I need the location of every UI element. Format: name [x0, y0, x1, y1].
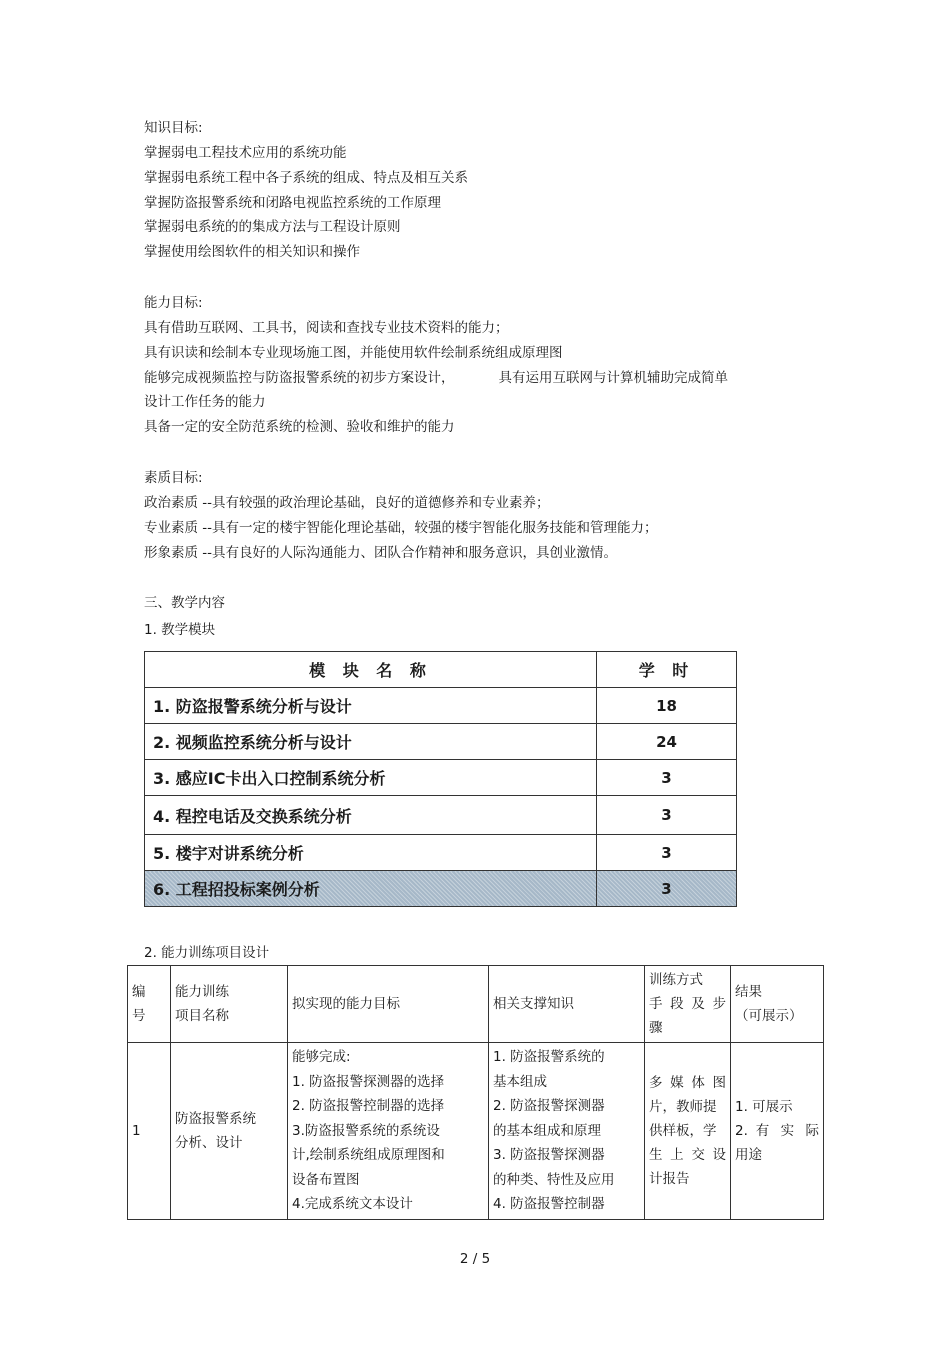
header-text: 手 段 及 步 [649, 996, 726, 1012]
knowledge-item: 掌握弱电系统工程中各子系统的组成、特点及相互关系 [144, 170, 468, 186]
cell-text: 1. 防盗报警系统的 [493, 1049, 605, 1065]
header-method [645, 966, 731, 1043]
header-knowledge: 相关支撑知识 [489, 966, 645, 1043]
cell-text: 供样板，学 [649, 1122, 717, 1139]
ability-item: 具备一定的安全防范系统的检测、验收和维护的能力 [144, 419, 455, 435]
ability-item: 具有借助互联网、工具书，阅读和查找专业技术资料的能力； [144, 320, 509, 336]
header-text: 训练方式 [649, 972, 703, 988]
knowledge-item: 掌握弱电系统的的集成方法与工程设计原则 [144, 219, 401, 235]
header-text: 骤 [649, 1020, 663, 1036]
table-row [145, 835, 737, 871]
module-name: 6. 工程招投标案例分析 [145, 871, 597, 907]
module-hours: 18 [597, 688, 737, 724]
cell-text: 生 上 交 设 [649, 1146, 726, 1163]
cell-text: 2. 防盗报警控制器的选择 [292, 1098, 445, 1114]
module-table [144, 651, 737, 907]
cell-result [731, 1043, 824, 1220]
cell-text: 多 媒 体 图 [649, 1074, 726, 1091]
header-text: 号 [132, 1008, 146, 1024]
knowledge-goals-title: 知识目标: [144, 120, 203, 136]
header-result [731, 966, 824, 1043]
cell-text: 分析、设计 [175, 1134, 243, 1151]
module-hours: 3 [597, 796, 737, 835]
module-hours: 24 [597, 724, 737, 760]
header-text: （可展示） [735, 1008, 803, 1024]
module-name: 5. 楼宇对讲系统分析 [145, 835, 597, 871]
header-name [171, 966, 288, 1043]
table-row [128, 1043, 824, 1220]
ability-item-part: 能够完成视频监控与防盗报警系统的初步方案设计， [144, 370, 455, 386]
ability-item-part: 具有运用互联网与计算机辅助完成简单 [498, 370, 728, 386]
cell-text: 基本组成 [493, 1073, 547, 1090]
quality-item: 专业素质 --具有一定的楼宇智能化理论基础，较强的楼宇智能化服务技能和管理能力； [144, 520, 658, 536]
cell-text: 的种类、特性及应用 [493, 1171, 615, 1188]
cell-text: 1. 可展示 [735, 1098, 793, 1115]
cell-text: 计报告 [649, 1170, 690, 1187]
cell-text: 3.防盗报警系统的系统设 [292, 1122, 440, 1139]
cell-text: 4.完成系统文本设计 [292, 1196, 413, 1212]
knowledge-item: 掌握使用绘图软件的相关知识和操作 [144, 244, 360, 260]
cell-text: 2. 防盗报警探测器 [493, 1098, 605, 1114]
knowledge-item: 掌握防盗报警系统和闭路电视监控系统的工作原理 [144, 195, 441, 211]
module-name: 1. 防盗报警系统分析与设计 [145, 688, 597, 724]
table-row-highlighted [145, 871, 737, 907]
cell-goal [288, 1043, 489, 1220]
module-hours: 3 [597, 760, 737, 796]
quality-goals-title: 素质目标: [144, 470, 203, 486]
ability-item: 具有识读和绘制本专业现场施工图，并能使用软件绘制系统组成原理图 [144, 345, 563, 361]
cell-text: 用途 [735, 1146, 762, 1163]
module-name: 2. 视频监控系统分析与设计 [145, 724, 597, 760]
cell-text: 计,绘制系统组成原理图和 [292, 1147, 445, 1163]
cell-text: 1. 防盗报警探测器的选择 [292, 1073, 445, 1090]
ability-item: 设计工作任务的能力 [144, 394, 266, 410]
header-text: 结果 [735, 984, 762, 1000]
cell-name [171, 1043, 288, 1220]
cell-method [645, 1043, 731, 1220]
header-module-name: 模 块 名 称 [145, 652, 597, 688]
quality-item: 政治素质 --具有较强的政治理论基础，良好的道德修养和专业素养； [144, 495, 550, 511]
cell-text: 2. 有 实 际 [735, 1122, 819, 1139]
knowledge-item: 掌握弱电工程技术应用的系统功能 [144, 145, 347, 161]
header-text: 能力训练 [175, 984, 229, 1000]
ability-goals-title: 能力目标: [144, 295, 203, 311]
table-row [145, 688, 737, 724]
cell-text: 的基本组成和原理 [493, 1122, 601, 1139]
table-header-row [128, 966, 824, 1043]
subsection-heading: 2. 能力训练项目设计 [144, 945, 270, 961]
section-heading: 三、教学内容 [144, 595, 225, 611]
cell-text: 设备布置图 [292, 1171, 360, 1188]
module-name: 3. 感应IC卡出入口控制系统分析 [145, 760, 597, 796]
cell-text: 片，教师提 [649, 1098, 717, 1115]
cell-text: 4. 防盗报警控制器 [493, 1196, 605, 1212]
header-text: 项目名称 [175, 1008, 229, 1024]
ability-item [144, 368, 728, 388]
training-table [127, 965, 824, 1220]
quality-item: 形象素质 --具有良好的人际沟通能力、团队合作精神和服务意识，具创业激情。 [144, 545, 618, 561]
subsection-heading: 1. 教学模块 [144, 622, 216, 638]
table-row [145, 724, 737, 760]
table-row [145, 760, 737, 796]
cell-text: 能够完成: [292, 1049, 351, 1065]
header-hours: 学 时 [597, 652, 737, 688]
module-hours: 3 [597, 835, 737, 871]
header-goal: 拟实现的能力目标 [288, 966, 489, 1043]
table-row [145, 796, 737, 835]
module-hours: 3 [597, 871, 737, 907]
cell-text: 防盗报警系统 [175, 1110, 256, 1127]
cell-text: 3. 防盗报警探测器 [493, 1147, 605, 1163]
header-num [128, 966, 171, 1043]
cell-knowledge [489, 1043, 645, 1220]
table-header-row [145, 652, 737, 688]
header-text: 编 [132, 984, 146, 1000]
page-number: 2 / 5 [459, 1251, 491, 1267]
cell-num: 1 [128, 1043, 171, 1220]
module-name: 4. 程控电话及交换系统分析 [145, 796, 597, 835]
